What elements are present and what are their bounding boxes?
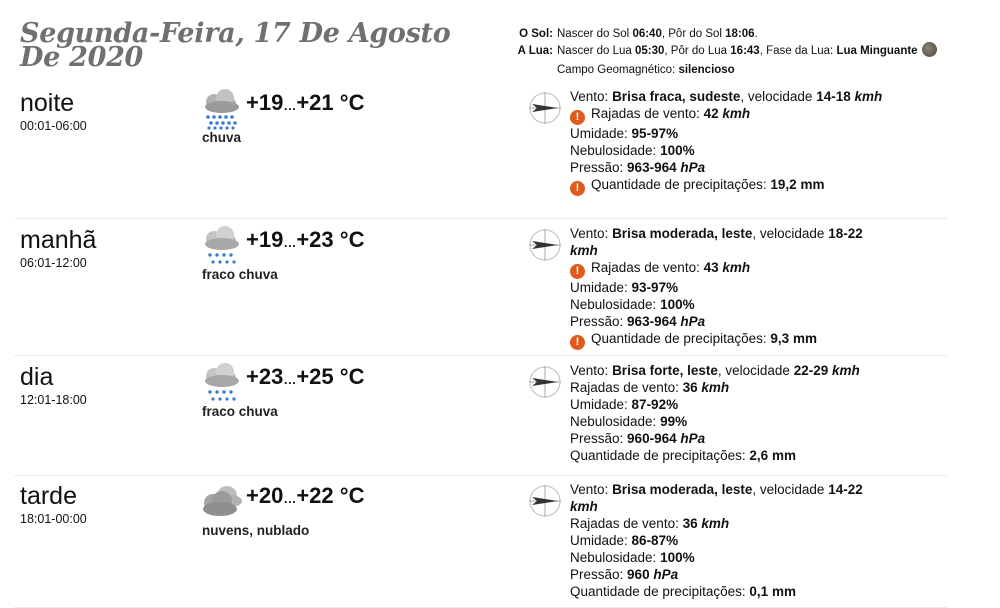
pressure-unit: hPa — [680, 431, 706, 446]
humidity-label: Umidade: — [570, 533, 628, 548]
precip-label: Quantidade de precipitações: — [570, 448, 746, 463]
speed-label: , velocidade — [752, 482, 825, 497]
precip-unit: mm — [792, 331, 817, 346]
pressure-label: Pressão: — [570, 314, 624, 329]
pressure-value: 963-964 — [627, 314, 677, 329]
rain-cloud-icon — [200, 88, 244, 130]
sun-info: O Sol: Nascer do Sol 06:40, Pôr do Sol 18:06. — [505, 27, 937, 42]
wind-direction-icon — [527, 483, 563, 519]
gusts-warning-icon: ! — [570, 110, 585, 125]
cloud-label: Nebulosidade: — [570, 297, 657, 312]
wind-unit: kmh — [831, 363, 860, 378]
precip-label: Quantidade de precipitações: — [591, 177, 767, 192]
forecast-period — [14, 88, 948, 219]
sunset-time: 18:06 — [725, 28, 755, 40]
wind-speed: 18-22 — [828, 226, 863, 241]
wind-unit: kmh — [570, 243, 598, 258]
astro-info — [505, 27, 937, 78]
speed-label: , velocidade — [740, 89, 813, 104]
humidity-value: 86-87% — [631, 533, 679, 548]
sunrise-time: 06:40 — [632, 28, 662, 40]
wind-line — [570, 481, 890, 515]
cloud-label: Nebulosidade: — [570, 414, 657, 429]
cloud-value: 100% — [660, 143, 695, 158]
precip-unit: mm — [771, 448, 796, 463]
period-name: dia — [20, 363, 54, 391]
cloud-value: 100% — [660, 550, 695, 565]
moon-label: A Lua: — [517, 45, 553, 57]
weather-details — [570, 225, 890, 350]
gusts-value: 43 — [703, 260, 719, 275]
precip-unit: mm — [771, 584, 796, 599]
precip-line — [570, 447, 890, 464]
wind-description: Brisa moderada, leste — [612, 226, 753, 241]
wind-label: Vento: — [570, 363, 609, 378]
geomagnetic-value: silencioso — [678, 64, 735, 76]
gusts-unit: kmh — [701, 380, 730, 395]
temperature-range — [246, 90, 364, 116]
period-time: 06:01-12:00 — [20, 256, 87, 270]
temp-range-dots: … — [283, 491, 297, 506]
gusts-line — [570, 105, 890, 125]
period-time: 00:01-06:00 — [20, 119, 87, 133]
wind-label: Vento: — [570, 482, 609, 497]
precip-unit: mm — [800, 177, 825, 192]
wind-speed: 14-18 — [816, 89, 851, 104]
precip-value: 2,6 — [749, 448, 769, 463]
gusts-label: Rajadas de vento: — [591, 260, 700, 275]
wind-direction-icon — [527, 227, 563, 263]
weather-condition: nuvens, nublado — [202, 523, 310, 538]
light-rain-cloud-icon — [200, 362, 244, 404]
temp-unit: °C — [339, 90, 365, 115]
temp-max: +23 — [296, 227, 334, 252]
pressure-value: 960-964 — [627, 431, 677, 446]
precip-label: Quantidade de precipitações: — [570, 584, 746, 599]
forecast-period — [14, 225, 948, 356]
temperature-range — [246, 227, 364, 253]
cloud-label: Nebulosidade: — [570, 550, 657, 565]
pressure-label: Pressão: — [570, 567, 624, 582]
weather-condition: chuva — [202, 130, 242, 145]
cloud-value: 99% — [660, 414, 688, 429]
geomagnetic-info — [557, 63, 937, 78]
temp-max: +22 — [296, 483, 334, 508]
wind-direction-icon — [527, 364, 563, 400]
humidity-line — [570, 279, 890, 296]
period-time: 12:01-18:00 — [20, 393, 87, 407]
date-title: Segunda-Feira, 17 De Agosto De 2020 — [20, 18, 451, 73]
weather-details — [570, 362, 890, 464]
wind-direction-icon — [527, 90, 563, 126]
wind-line — [570, 225, 890, 259]
temp-min: +19 — [246, 90, 284, 115]
precip-value: 9,3 — [770, 331, 790, 346]
humidity-label: Umidade: — [570, 280, 628, 295]
gusts-label: Rajadas de vento: — [591, 106, 700, 121]
forecast-period — [14, 362, 948, 476]
speed-label: , velocidade — [752, 226, 825, 241]
cloud-line — [570, 549, 890, 566]
pressure-line — [570, 313, 890, 330]
period-name: tarde — [20, 482, 77, 510]
temp-min: +19 — [246, 227, 284, 252]
sun-label: O Sol: — [519, 28, 553, 40]
pressure-unit: hPa — [680, 314, 706, 329]
pressure-unit: hPa — [680, 160, 706, 175]
cloud-line — [570, 296, 890, 313]
temperature-range — [246, 364, 364, 390]
gusts-value: 42 — [703, 106, 719, 121]
moonrise-time: 05:30 — [635, 45, 665, 57]
weather-condition: fraco chuva — [202, 267, 278, 282]
sunrise-label: Nascer do Sol — [557, 28, 630, 40]
pressure-label: Pressão: — [570, 160, 624, 175]
pressure-line — [570, 430, 890, 447]
precip-line — [570, 176, 890, 196]
wind-unit: kmh — [854, 89, 883, 104]
pressure-label: Pressão: — [570, 431, 624, 446]
overcast-cloud-icon — [200, 481, 244, 523]
cloud-label: Nebulosidade: — [570, 143, 657, 158]
temp-range-dots: … — [283, 372, 297, 387]
humidity-value: 93-97% — [631, 280, 679, 295]
light-rain-cloud-icon — [200, 225, 244, 267]
period-name: manhã — [20, 226, 97, 254]
gusts-unit: kmh — [722, 106, 751, 121]
weather-details — [570, 481, 890, 600]
humidity-line — [570, 396, 890, 413]
wind-line — [570, 88, 890, 105]
moon-phase: Lua Minguante — [836, 45, 918, 57]
precip-label: Quantidade de precipitações: — [591, 331, 767, 346]
pressure-line — [570, 566, 890, 583]
pressure-line — [570, 159, 890, 176]
temp-unit: °C — [339, 227, 365, 252]
humidity-value: 87-92% — [631, 397, 679, 412]
temperature-range — [246, 483, 364, 509]
pressure-value: 960 — [627, 567, 650, 582]
precip-warning-icon: ! — [570, 335, 585, 350]
gusts-line — [570, 379, 890, 396]
pressure-value: 963-964 — [627, 160, 677, 175]
gusts-warning-icon: ! — [570, 264, 585, 279]
temp-max: +21 — [296, 90, 334, 115]
weather-details — [570, 88, 890, 196]
moonset-label: , Pôr do Lua — [664, 45, 728, 57]
moonrise-label: Nascer do Lua — [557, 45, 632, 57]
period-time: 18:01-00:00 — [20, 512, 87, 526]
gusts-line — [570, 515, 890, 532]
humidity-line — [570, 532, 890, 549]
gusts-unit: kmh — [722, 260, 751, 275]
wind-speed: 22-29 — [793, 363, 829, 378]
humidity-value: 95-97% — [631, 126, 679, 141]
sunset-label: , Pôr do Sol — [661, 28, 722, 40]
cloud-line — [570, 413, 890, 430]
moonset-time: 16:43 — [730, 45, 760, 57]
temp-range-dots: … — [283, 98, 297, 113]
wind-description: Brisa fraca, sudeste — [612, 89, 741, 104]
wind-description: Brisa forte, leste — [612, 363, 718, 378]
temp-unit: °C — [339, 483, 365, 508]
precip-line — [570, 330, 890, 350]
wind-label: Vento: — [570, 89, 609, 104]
wind-speed: 14-22 — [828, 482, 863, 497]
forecast-period — [14, 481, 948, 608]
moon-phase-label: , Fase da Lua: — [759, 45, 834, 57]
period-name: noite — [20, 89, 75, 117]
temp-min: +20 — [246, 483, 284, 508]
temp-unit: °C — [339, 364, 365, 389]
weather-condition: fraco chuva — [202, 404, 278, 419]
cloud-value: 100% — [660, 297, 695, 312]
wind-unit: kmh — [570, 499, 598, 514]
humidity-label: Umidade: — [570, 397, 628, 412]
moon-phase-icon — [922, 42, 937, 57]
gusts-label: Rajadas de vento: — [570, 516, 679, 531]
gusts-value: 36 — [682, 380, 698, 395]
pressure-unit: hPa — [653, 567, 679, 582]
speed-label: , velocidade — [717, 363, 790, 378]
temp-max: +25 — [296, 364, 334, 389]
precip-value: 0,1 — [749, 584, 769, 599]
wind-label: Vento: — [570, 226, 609, 241]
precip-warning-icon: ! — [570, 181, 585, 196]
humidity-line — [570, 125, 890, 142]
temp-range-dots: … — [283, 235, 297, 250]
gusts-line — [570, 259, 890, 279]
precip-line — [570, 583, 890, 600]
precip-value: 19,2 — [770, 177, 797, 192]
wind-line — [570, 362, 890, 379]
gusts-value: 36 — [682, 516, 698, 531]
cloud-line — [570, 142, 890, 159]
geomagnetic-label: Campo Geomagnético: — [557, 64, 676, 76]
wind-description: Brisa moderada, leste — [612, 482, 753, 497]
moon-info — [505, 42, 937, 59]
humidity-label: Umidade: — [570, 126, 628, 141]
temp-min: +23 — [246, 364, 284, 389]
gusts-label: Rajadas de vento: — [570, 380, 679, 395]
gusts-unit: kmh — [701, 516, 730, 531]
